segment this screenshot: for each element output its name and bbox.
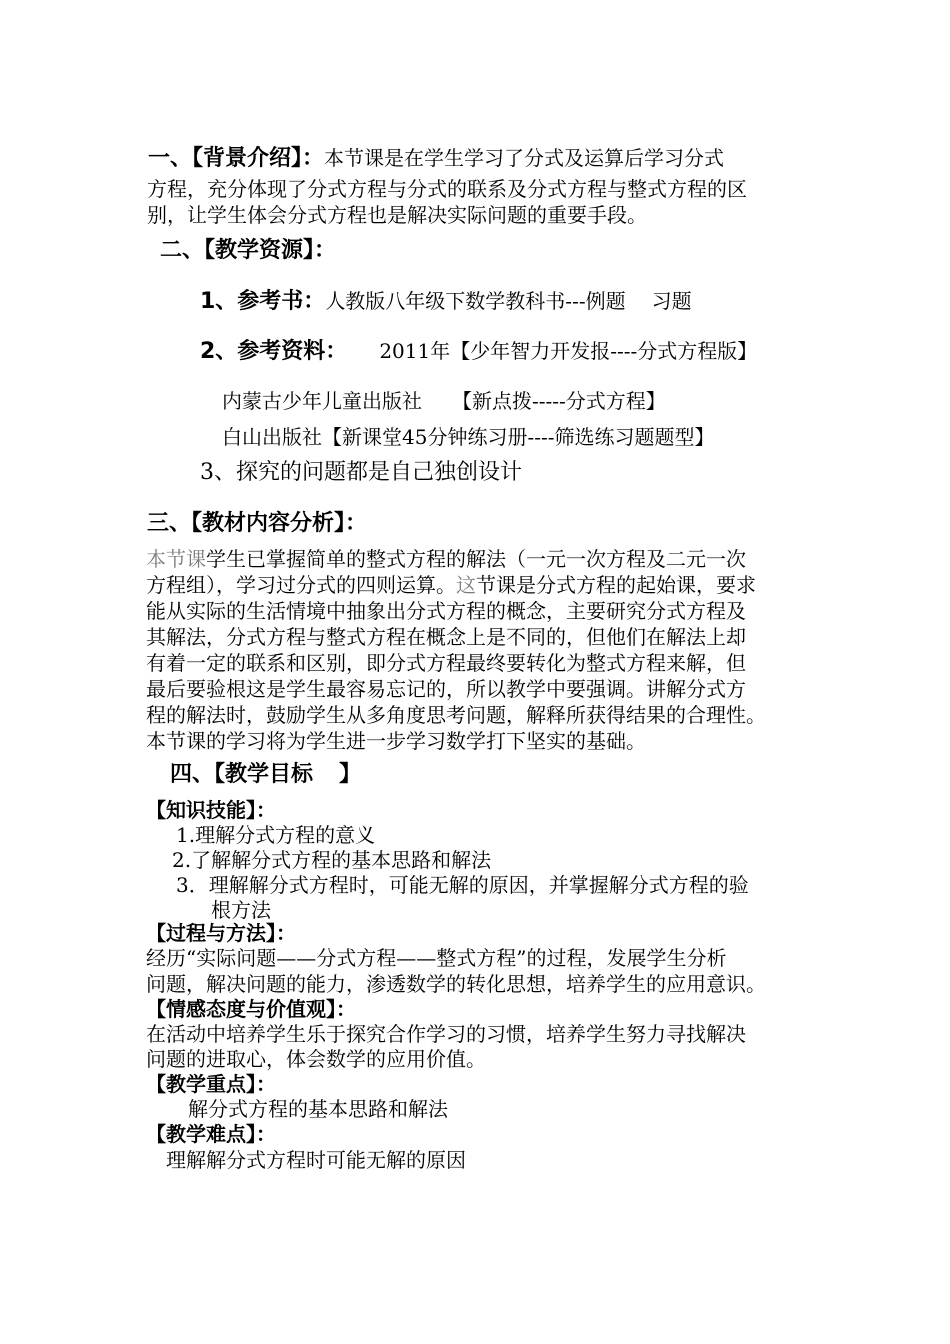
objectives-heading	[170, 760, 361, 790]
knowledge-item-3: 3．理解解分式方程时，可能无解的原因，并掌握解分式方程的验	[176, 873, 749, 897]
resource-2-line3: 白山出版社【新课堂45分钟练习册----筛选练习题题型】	[222, 425, 715, 449]
analysis-line2	[146, 572, 756, 598]
process-line2: 问题，解决问题的能力，渗透数学的转化思想，培养学生的应用意识。	[146, 972, 766, 996]
analysis-line3: 能从实际的生活情境中抽象出分式方程的概念，主要研究分式方程及	[146, 599, 746, 623]
knowledge-item-1: 1.理解分式方程的意义	[176, 823, 376, 847]
resource-3: 3、探究的问题都是自己独创设计	[200, 460, 522, 485]
key-point-label: 【教学重点】：	[146, 1072, 276, 1096]
emotion-line2: 问题的进取心，体会数学的应用价值。	[146, 1047, 486, 1071]
resource-2-label: 2、参考资料：	[200, 339, 348, 364]
knowledge-item-2: 2.了解解分式方程的基本思路和解法	[172, 848, 492, 872]
resource-1-text: 人教版八年级下数学教科书---例题	[325, 289, 626, 313]
resources-heading: 二、【教学资源】：	[160, 238, 337, 263]
background-intro-heading: 一、【背景介绍】：	[148, 146, 325, 171]
knowledge-skills-label: 【知识技能】：	[146, 798, 276, 822]
resource-2-publisher: 内蒙古少年儿童出版社	[222, 389, 422, 413]
analysis-line4: 其解法，分式方程与整式方程在概念上是不同的，但他们在解法上却	[146, 625, 746, 649]
analysis-gray-1: 本节课	[146, 547, 206, 571]
emotion-line1: 在活动中培养学生乐于探究合作学习的习惯，培养学生努力寻找解决	[146, 1022, 746, 1046]
background-intro-line2: 方程，充分体现了分式方程与分式的联系及分式方程与整式方程的区	[147, 177, 747, 201]
difficulty-label: 【教学难点】：	[146, 1122, 276, 1146]
difficulty-text: 理解解分式方程时可能无解的原因	[166, 1148, 466, 1172]
analysis-line1	[146, 546, 746, 572]
analysis-line5: 有着一定的联系和区别，即分式方程最终要转化为整式方程来解，但	[146, 651, 746, 675]
analysis-line2-b: 节课是分式方程的起始课，要求	[476, 573, 756, 597]
analysis-line7: 程的解法时，鼓励学生从多角度思考问题，解释所获得结果的合理性。	[146, 703, 766, 727]
process-line1: 经历“实际问题——分式方程——整式方程”的过程，发展学生分析	[146, 946, 727, 970]
background-intro-line1	[148, 143, 724, 174]
analysis-line6: 最后要验根这是学生最容易忘记的，所以教学中要强调。讲解分式方	[146, 677, 746, 701]
resource-1-label: 1、参考书：	[200, 289, 326, 314]
analysis-line1-rest: 学生已掌握简单的整式方程的解法（一元一次方程及二元一次	[206, 547, 746, 571]
background-intro-text: 本节课是在学生学习了分式及运算后学习分式	[324, 146, 725, 170]
background-intro-line3: 别，让学生体会分式方程也是解决实际问题的重要手段。	[147, 203, 647, 227]
analysis-gray-2: 这	[456, 573, 476, 597]
analysis-line2-a: 方程组），学习过分式的四则运算。	[146, 573, 456, 597]
objectives-heading-b: 】	[339, 762, 362, 787]
knowledge-item-3-cont: 根方法	[211, 898, 271, 922]
resource-1-extra: 习题	[651, 289, 692, 313]
content-analysis-heading: 三、【教材内容分析】：	[147, 511, 368, 536]
emotion-values-label: 【情感态度与价值观】：	[146, 997, 356, 1021]
resource-2-line2	[222, 388, 666, 414]
objectives-heading-a: 四、【教学目标	[170, 762, 314, 787]
resource-2-text: 2011年【少年智力开发报----分式方程版】	[379, 339, 758, 363]
resource-1	[200, 286, 692, 317]
resource-2-book: 【新点拨-----分式方程】	[452, 389, 666, 413]
key-point-text: 解分式方程的基本思路和解法	[188, 1097, 448, 1121]
analysis-line8: 本节课的学习将为学生进一步学习数学打下坚实的基础。	[146, 729, 646, 753]
resource-2	[200, 336, 757, 367]
process-method-label: 【过程与方法】：	[146, 921, 296, 945]
